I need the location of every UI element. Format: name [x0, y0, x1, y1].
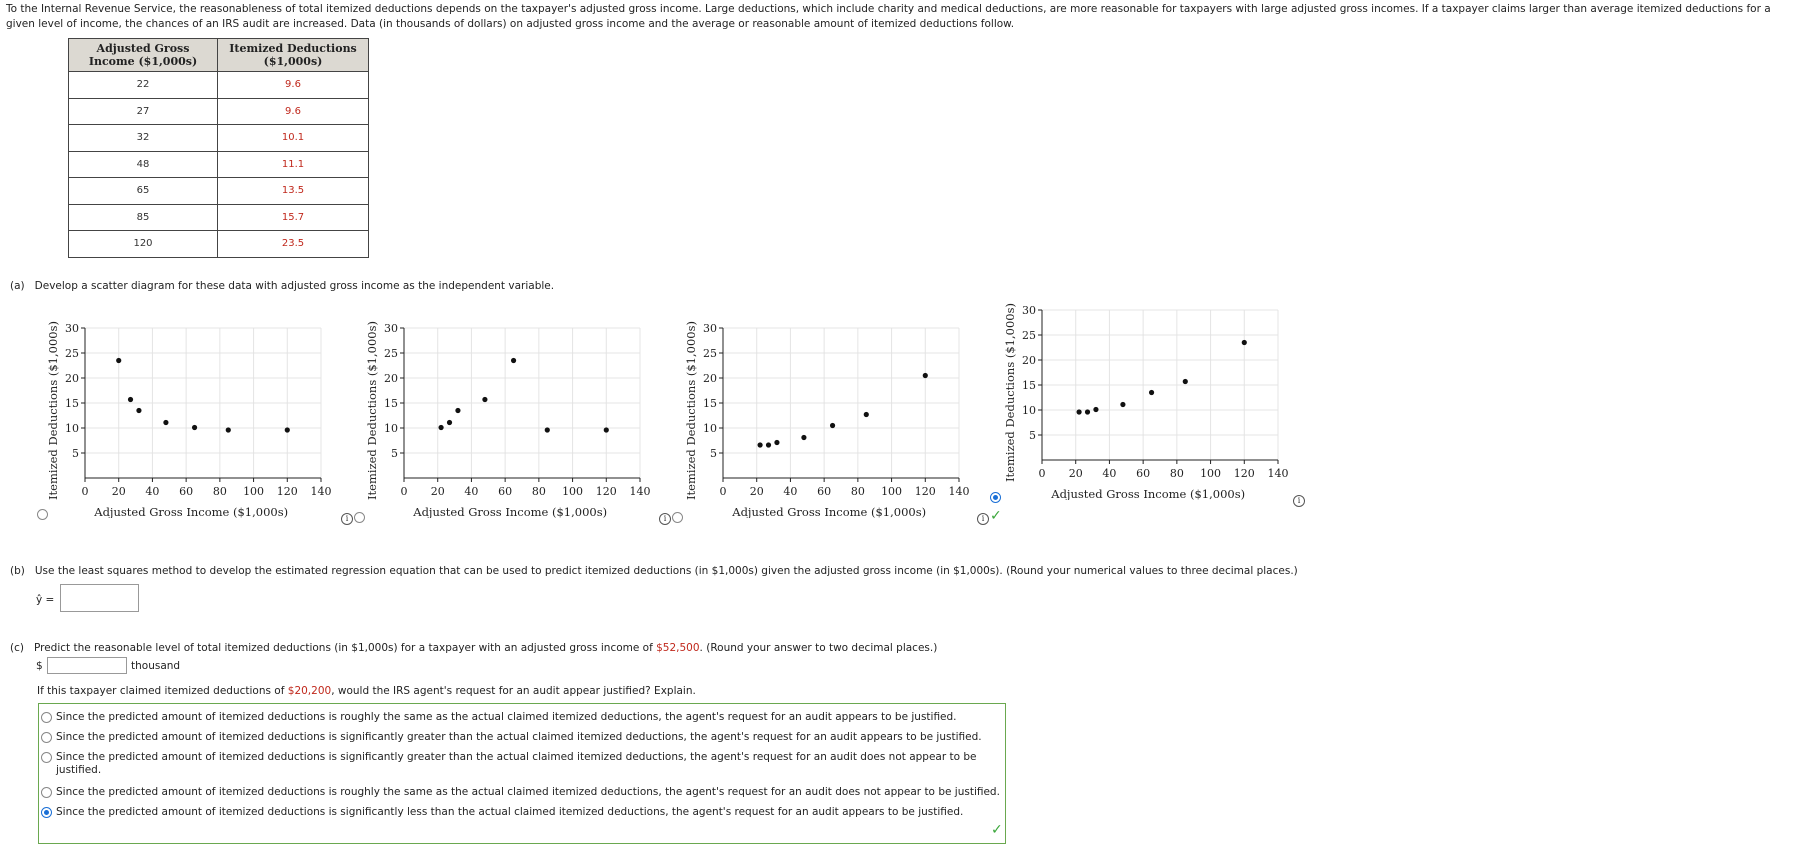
- table-row: [69, 231, 369, 258]
- info-icon[interactable]: i: [341, 513, 353, 525]
- y-axis-label: Itemized Deductions ($1,000s): [684, 321, 698, 500]
- cell-income: 120: [69, 231, 218, 258]
- data-point: [604, 427, 609, 432]
- x-tick-label: 40: [145, 485, 160, 498]
- data-point: [1120, 402, 1125, 407]
- audit-option-1-text: Since the predicted amount of itemized deductions is roughly the same as the actual claimed itemized deductions, the agent's request for an audit appears to be justified.: [56, 711, 957, 723]
- data-point: [1093, 407, 1098, 412]
- part-c-text-post: . (Round your answer to two decimal places.): [699, 642, 938, 654]
- part-a-text: Develop a scatter diagram for these data with adjusted gross income as the independent variable.: [34, 280, 555, 292]
- x-tick-label: 140: [629, 485, 651, 498]
- x-tick-label: 80: [850, 485, 865, 498]
- audit-option-2[interactable]: [41, 731, 1001, 744]
- data-point: [830, 423, 835, 428]
- data-point: [757, 442, 762, 447]
- x-tick-label: 0: [719, 485, 727, 498]
- cell-income: 65: [69, 178, 218, 205]
- y-tick-label: 20: [703, 372, 717, 385]
- y-tick-label: 15: [703, 397, 717, 410]
- unit-label: thousand: [131, 660, 181, 672]
- audit-text-post: , would the IRS agent's request for an audit appear justified? Explain.: [331, 685, 696, 697]
- part-c-text-pre: Predict the reasonable level of total itemized deductions (in $1,000s) for a taxpayer with an adjusted gross income of: [33, 642, 657, 654]
- y-tick-label: 5: [710, 447, 717, 460]
- audit-option-4[interactable]: [41, 786, 1001, 799]
- x-tick-label: 120: [276, 485, 298, 498]
- table-row: [69, 204, 369, 231]
- y-tick-label: 25: [1022, 329, 1036, 342]
- y-tick-label: 20: [1022, 354, 1036, 367]
- x-tick-label: 20: [749, 485, 764, 498]
- scatter-option-4[interactable]: [1002, 300, 1302, 500]
- x-tick-label: 40: [1102, 467, 1117, 480]
- data-point: [1242, 340, 1247, 345]
- audit-option-1[interactable]: [41, 711, 1001, 724]
- x-tick-label: 20: [111, 485, 126, 498]
- audit-option-4-text: Since the predicted amount of itemized deductions is roughly the same as the actual claimed itemized deductions, the agent's request for an audit does not appear to be justified.: [56, 786, 1000, 798]
- audit-option-4-radio[interactable]: [41, 787, 52, 798]
- part-a-question: [10, 279, 554, 293]
- scatter-option-1[interactable]: [45, 318, 345, 518]
- scatter-option-3[interactable]: [683, 318, 983, 518]
- table-row: [69, 151, 369, 178]
- y-tick-label: 20: [384, 372, 398, 385]
- x-tick-label: 100: [1200, 467, 1222, 480]
- cell-deduction: 10.1: [218, 125, 369, 152]
- x-tick-label: 80: [1169, 467, 1184, 480]
- data-point: [1076, 409, 1081, 414]
- data-point: [285, 427, 290, 432]
- y-tick-label: 20: [65, 372, 79, 385]
- part-b-label: (b): [10, 565, 25, 577]
- problem-intro: To the Internal Revenue Service, the reasonableness of total itemized deductions depends on the taxpayer's adjusted gross income. Large deductions, which include charity and medical deductions, are more reasonable for taxpayers with large adjusted gross incomes. If a taxpayer claims larger than average itemized deductions for a given level of income, the chances of an IRS audit are increased. Data (in thousands of dollars) on adjusted gross income and the average or reasonable amount of itemized deductions follow.: [6, 3, 1771, 30]
- x-tick-label: 140: [310, 485, 332, 498]
- y-tick-label: 25: [703, 347, 717, 360]
- audit-choices: [38, 703, 1006, 844]
- info-icon[interactable]: i: [977, 513, 989, 525]
- table-row: [69, 72, 369, 99]
- data-point: [766, 442, 771, 447]
- cell-deduction: 9.6: [218, 72, 369, 99]
- data-point: [226, 427, 231, 432]
- data-point: [192, 425, 197, 430]
- audit-option-3[interactable]: [41, 751, 1001, 777]
- cell-deduction: 15.7: [218, 204, 369, 231]
- audit-highlight: $20,200: [287, 685, 332, 697]
- part-b-question: [10, 564, 1298, 578]
- x-tick-label: 120: [914, 485, 936, 498]
- data-point: [455, 408, 460, 413]
- x-tick-label: 100: [881, 485, 903, 498]
- x-tick-label: 20: [430, 485, 445, 498]
- cell-deduction: 13.5: [218, 178, 369, 205]
- check-icon: ✓: [990, 508, 1002, 524]
- data-point: [447, 420, 452, 425]
- x-tick-label: 0: [1038, 467, 1046, 480]
- data-point: [774, 440, 779, 445]
- y-tick-label: 30: [65, 322, 79, 335]
- data-point: [1085, 409, 1090, 414]
- x-axis-label: Adjusted Gross Income ($1,000s): [413, 505, 608, 518]
- data-point: [136, 408, 141, 413]
- audit-option-2-text: Since the predicted amount of itemized deductions is significantly greater than the actual claimed itemized deductions, the agent's request for an audit appears to be justified.: [56, 731, 982, 743]
- data-point: [864, 412, 869, 417]
- y-tick-label: 15: [65, 397, 79, 410]
- scatter-option-1-radio[interactable]: [37, 509, 48, 520]
- audit-option-3-text: Since the predicted amount of itemized deductions is significantly greater than the actual claimed itemized deductions, the agent's request for an audit does not appear to be justified.: [56, 751, 977, 776]
- data-point: [1149, 390, 1154, 395]
- scatter-option-2[interactable]: [364, 318, 664, 518]
- x-tick-label: 20: [1068, 467, 1083, 480]
- part-c-highlight: $52,500: [656, 642, 700, 654]
- x-tick-label: 80: [212, 485, 227, 498]
- data-point: [163, 420, 168, 425]
- cell-deduction: 9.6: [218, 98, 369, 125]
- data-point: [923, 373, 928, 378]
- data-point: [511, 358, 516, 363]
- audit-option-3-radio[interactable]: [41, 752, 52, 763]
- y-tick-label: 10: [65, 422, 79, 435]
- check-icon: ✓: [991, 822, 1003, 838]
- x-tick-label: 100: [243, 485, 265, 498]
- x-axis-label: Adjusted Gross Income ($1,000s): [732, 505, 927, 518]
- x-tick-label: 60: [179, 485, 194, 498]
- audit-option-5[interactable]: [41, 806, 1001, 819]
- x-tick-label: 0: [400, 485, 408, 498]
- y-tick-label: 30: [384, 322, 398, 335]
- info-icon[interactable]: i: [1293, 495, 1305, 507]
- y-tick-label: 10: [703, 422, 717, 435]
- cell-income: 85: [69, 204, 218, 231]
- y-axis-label: Itemized Deductions ($1,000s): [365, 321, 379, 500]
- x-tick-label: 120: [595, 485, 617, 498]
- scatter-option-4-radio[interactable]: [990, 492, 1001, 503]
- y-tick-label: 10: [384, 422, 398, 435]
- audit-option-5-radio[interactable]: [41, 807, 52, 818]
- audit-option-5-text: Since the predicted amount of itemized deductions is significantly less than the actual claimed itemized deductions, the agent's request for an audit appears to be justified.: [56, 806, 964, 818]
- x-tick-label: 60: [1136, 467, 1151, 480]
- part-b-text: Use the least squares method to develop the estimated regression equation that can be used to predict itemized deductions (in $1,000s) given the adjusted gross income (in $1,000s). (Round your numerical values to three decimal places.): [34, 565, 1298, 577]
- part-a-label: (a): [10, 280, 25, 292]
- x-tick-label: 120: [1233, 467, 1255, 480]
- y-tick-label: 10: [1022, 404, 1036, 417]
- y-tick-label: 15: [1022, 379, 1036, 392]
- x-tick-label: 40: [783, 485, 798, 498]
- x-tick-label: 80: [531, 485, 546, 498]
- y-axis-label: Itemized Deductions ($1,000s): [1003, 303, 1017, 482]
- regression-equation-input[interactable]: [60, 584, 139, 612]
- x-tick-label: 0: [81, 485, 89, 498]
- table-row: [69, 178, 369, 205]
- x-tick-label: 100: [562, 485, 584, 498]
- y-axis-label: Itemized Deductions ($1,000s): [46, 321, 60, 500]
- y-tick-label: 25: [65, 347, 79, 360]
- info-icon[interactable]: i: [659, 513, 671, 525]
- table-row: [69, 125, 369, 152]
- table-row: [69, 98, 369, 125]
- prediction-input[interactable]: [47, 657, 127, 674]
- cell-income: 22: [69, 72, 218, 99]
- col-header-deductions: Itemized Deductions ($1,000s): [218, 39, 369, 72]
- data-point: [116, 358, 121, 363]
- scatter-option-2-radio[interactable]: [354, 512, 365, 523]
- x-tick-label: 60: [817, 485, 832, 498]
- x-axis-label: Adjusted Gross Income ($1,000s): [1051, 487, 1246, 500]
- audit-option-1-radio[interactable]: [41, 712, 52, 723]
- cell-income: 32: [69, 125, 218, 152]
- x-tick-label: 140: [948, 485, 970, 498]
- audit-text-pre: If this taxpayer claimed itemized deductions of: [37, 685, 288, 697]
- part-c-label: (c): [10, 642, 24, 654]
- yhat-label: ŷ =: [36, 594, 55, 606]
- y-tick-label: 25: [384, 347, 398, 360]
- audit-option-2-radio[interactable]: [41, 732, 52, 743]
- data-point: [128, 397, 133, 402]
- data-point: [1183, 379, 1188, 384]
- y-tick-label: 30: [703, 322, 717, 335]
- data-table: [68, 38, 369, 258]
- data-point: [801, 435, 806, 440]
- data-point: [545, 427, 550, 432]
- cell-deduction: 23.5: [218, 231, 369, 258]
- col-header-income: Adjusted Gross Income ($1,000s): [69, 39, 218, 72]
- data-point: [438, 425, 443, 430]
- cell-income: 27: [69, 98, 218, 125]
- y-tick-label: 15: [384, 397, 398, 410]
- currency-label: $: [36, 660, 43, 672]
- y-tick-label: 30: [1022, 304, 1036, 317]
- y-tick-label: 5: [1029, 429, 1036, 442]
- x-tick-label: 60: [498, 485, 513, 498]
- x-axis-label: Adjusted Gross Income ($1,000s): [94, 505, 289, 518]
- y-tick-label: 5: [72, 447, 79, 460]
- audit-question: [37, 684, 696, 698]
- cell-deduction: 11.1: [218, 151, 369, 178]
- x-tick-label: 140: [1267, 467, 1289, 480]
- data-point: [482, 397, 487, 402]
- scatter-option-3-radio[interactable]: [672, 512, 683, 523]
- cell-income: 48: [69, 151, 218, 178]
- part-c-question: [10, 641, 937, 655]
- x-tick-label: 40: [464, 485, 479, 498]
- y-tick-label: 5: [391, 447, 398, 460]
